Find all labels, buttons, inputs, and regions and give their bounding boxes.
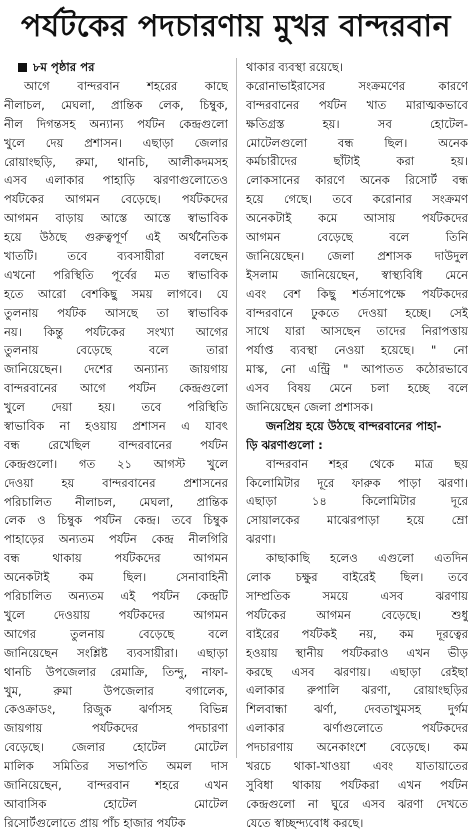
text-line: কেওক্রাডং, রিজুক ঝর্ণাসহ বিভিন্ন bbox=[4, 702, 228, 717]
left-column bbox=[4, 58, 228, 833]
text-line: তুলনায় পর্যটক আসছে তা স্বাভাবিক bbox=[4, 305, 228, 320]
text-line: বন্ধ থাকায় পর্যটকদের আগমন bbox=[4, 551, 228, 566]
text-line: পদচারণায় অনেকাংশে বেড়েছে। কম bbox=[246, 740, 468, 755]
text-line: লেক ও চিম্বুক পর্যটন কেন্দ্র। তবে চিম্বুক bbox=[4, 513, 228, 528]
text-line: কাছাকাছি হলেও এগুলো এতদিন bbox=[266, 551, 468, 566]
text-line: করোনাভাইরাসের সংক্রমণের কারণে bbox=[246, 78, 468, 93]
text-line: থানচি উপজেলার রেমাক্রি, তিন্দু, নাফা- bbox=[4, 664, 228, 679]
text-line: হওয়ায় স্থানীয় পর্যটকরাও এখন ভীড় bbox=[246, 645, 468, 660]
text-line: জানিয়েছেন সংশ্লিষ্ট ব্যবসায়ীরা। এছাড়া bbox=[4, 645, 228, 660]
text-line: অনেকটাই কম ছিল। সেনাবাহিনী bbox=[4, 570, 228, 585]
text-line: এলাকার রুপালি ঝরণা, রোয়াংছড়ির bbox=[246, 683, 468, 698]
text-line: লোকসানের কারণে অনেক রিসোর্ট বন্ধ bbox=[246, 173, 468, 188]
text-line: সোয়ালকের মাঝেরপাড়া হয়ে ম্রো bbox=[246, 513, 468, 528]
text-line: কেন্দ্রগুলো। গত ২১ আগস্ট খুলে bbox=[4, 456, 228, 471]
text-line: বান্দরবানের পর্যটন খাত মারাত্মকভাবে bbox=[246, 97, 468, 112]
text-line: এসব এলাকার পাহাড়ি ঝরণাগুলোতেও bbox=[4, 173, 228, 188]
text-line: জানিয়েছেন, বান্দরবান শহরে এখন bbox=[4, 777, 228, 792]
text-line: খরচে থাকা-খাওয়া এবং যাতায়াতের bbox=[246, 758, 468, 773]
text-line: মোটেলগুলো বন্ধ ছিল। অনেক bbox=[246, 135, 468, 150]
text-line: কিলোমিটার দূরে ফারুক পাড়া ঝরণা। bbox=[246, 475, 468, 490]
subheading-continued: ড়ি ঝরণাগুলো : bbox=[246, 437, 323, 452]
text-line: আগমন বাড়ায় আস্তে আস্তে স্বাভাবিক bbox=[4, 211, 228, 226]
right-column-body bbox=[246, 58, 468, 417]
text-line: সাথে যারা আসছেন তাদের নিরাপত্তায় bbox=[246, 324, 468, 339]
square-bullet-icon bbox=[18, 63, 27, 72]
text-line: থাকার ব্যবস্থা রয়েছে। bbox=[246, 60, 344, 74]
text-line: ইসলাম জানিয়েছেন, স্বাস্থ্যবিধি মেনে bbox=[246, 267, 468, 282]
text-line: এখনো পরিস্থিতি পূর্বের মত স্বাভাবিক bbox=[4, 267, 228, 282]
text-line: খাতটি। তবে ব্যবসায়ীরা বলছেন bbox=[4, 249, 228, 264]
text-line: সাম্প্রতিক সময়ে এসব ঝরণায় bbox=[246, 588, 468, 603]
subheading: জনপ্রিয় হয়ে উঠছে বান্দরবানের পাহা- bbox=[266, 418, 442, 433]
text-line: নয়। কিন্তু পর্যটকের সংখ্যা আগের bbox=[4, 324, 228, 339]
text-line: জানিয়েছেন। জেলা প্রশাসক দাউদুল bbox=[246, 248, 468, 263]
text-line: যেতে স্বাচ্ছন্দ্যবোধ করছে। bbox=[246, 815, 364, 830]
text-line: খুলে দেয়া হয়। তবে পরিস্থিতি bbox=[4, 400, 228, 415]
continuation-marker bbox=[4, 58, 228, 77]
text-line: মাস্ক, নো এন্ট্রি " আপাতত কঠোরভাবে bbox=[246, 362, 468, 377]
right-column-body-2 bbox=[246, 455, 468, 833]
text-line: করছে এসব ঝরণায়। এছাড়া রেইছা bbox=[246, 664, 468, 679]
text-line: হয়ে উঠছে গুরুত্বপূর্ণ এই অর্থনৈতিক bbox=[4, 230, 228, 245]
text-line: এসব বিষয় মেনে চলা হচ্ছে বলে bbox=[246, 381, 468, 396]
text-line: এছাড়া ১৪ কিলোমিটার দূরে bbox=[246, 494, 468, 509]
text-line: ঝরণা। bbox=[246, 532, 276, 547]
text-line: হতে আরো বেশকিছু সময় লাগবে। যে bbox=[4, 286, 228, 301]
column-divider bbox=[236, 58, 237, 758]
text-line: বেড়েছে। জেলার হোটেল মোটেল bbox=[4, 740, 228, 755]
text-line: আগের তুলনায় বেড়েছে বলে bbox=[4, 626, 228, 641]
text-line: হয়ে গেছে। তবে করোনার সংক্রমণ bbox=[246, 192, 468, 207]
headline: পর্যটকের পদচারণায় মুখর বান্দরবান bbox=[20, 8, 452, 44]
text-line: বান্দরবানের আগে পর্যটন কেন্দ্রগুলো bbox=[4, 381, 228, 396]
text-line: খুলে দেওয়ায় পর্যটকদের আগমন bbox=[4, 607, 228, 622]
text-line: কেন্দ্রগুলো না ঘুরে এসব ঝরণা দেখতে bbox=[246, 796, 468, 811]
text-line: জানিয়েছেন জেলা প্রশাসক। bbox=[246, 400, 374, 415]
text-line: রোয়াংছড়ি, রুমা, থানচি, আলীকদমসহ bbox=[4, 154, 228, 169]
text-line: মালিক সমিতির সভাপতি অমল দাস bbox=[4, 759, 228, 774]
text-line: পর্যটকের আগমন বেড়েছে। পর্যটকদের bbox=[4, 192, 228, 207]
text-line: আগমন বেড়েছে বলে তিনি bbox=[246, 230, 468, 245]
text-line: বান্দরবানে ঢুকতে দেওয়া হচ্ছে। সেই bbox=[246, 305, 468, 320]
text-line: বাইরের পর্যটকই নয়, কম দূরত্বের bbox=[246, 626, 468, 641]
text-line: শিলবান্ধা ঝর্ণা, দেবতাখুমসহ দুর্গম bbox=[246, 702, 468, 717]
text-line: নীলাচল, মেঘলা, প্রান্তিক লেক, চিম্বুক, bbox=[4, 97, 228, 112]
text-line: অনেকটাই কমে আসায় পর্যটকদের bbox=[246, 211, 468, 226]
text-line: আবাসিক হোটেল মোটেল bbox=[4, 796, 228, 811]
text-line: পরিচালিত নীলাচল, মেঘলা, প্রান্তিক bbox=[4, 494, 228, 509]
text-line: লোক চক্ষুর বাইরেই ছিল। তবে bbox=[246, 570, 468, 585]
continuation-text: ৮ম পৃষ্ঠার পর bbox=[33, 60, 95, 75]
text-line: এবং বেশ কিছু শর্তসাপেক্ষে পর্যটকদের bbox=[246, 286, 468, 301]
text-line: নীল দিগন্তসহ অন্যান্য পর্যটন কেন্দ্রগুলো bbox=[4, 116, 228, 131]
left-column-body bbox=[4, 77, 228, 833]
text-line: তুলনায় বেড়েছে বলে তারা bbox=[4, 343, 228, 358]
right-column bbox=[246, 58, 468, 833]
text-line: ক্ষতিগ্রস্ত হয়। সব হোটেল- bbox=[246, 116, 468, 131]
text-line: পরিচালিত অন্যতম এই পর্যটন কেন্দ্রটি bbox=[4, 589, 228, 604]
text-line: সুবিধা থাকায় পর্যটকরা এখন পর্যটন bbox=[246, 777, 468, 792]
text-line: পর্যাপ্ত ব্যবস্থা নেওয়া হয়েছে। " নো bbox=[246, 343, 468, 358]
text-line: পর্যটকের আগমন বেড়েছে। শুধু bbox=[246, 607, 468, 622]
text-line: বন্ধ রেখেছিল বান্দরবানের পর্যটন bbox=[4, 437, 228, 452]
text-line: রিসোর্টগুলোতে প্রায় পাঁচ হাজার পর্যটক bbox=[4, 815, 186, 830]
text-line: কর্মচারীদের ছাঁটাই করা হয়। bbox=[246, 154, 468, 169]
text-line: পাহাড়ের অন্যতম পর্যটন কেন্দ্র নীলগিরি bbox=[4, 532, 228, 547]
text-line: দেওয়া হয় বান্দরবানের প্রশাসনের bbox=[4, 475, 228, 490]
text-line: স্বাভাবিক না হওয়ায় প্রশাসন এ যাবৎ bbox=[4, 419, 228, 434]
text-line: খুলে দেয় প্রশাসন। এছাড়া জেলার bbox=[4, 135, 228, 150]
text-line: খুম, রুমা উপজেলার বগালেক, bbox=[4, 683, 228, 698]
text-line: জায়গায় পর্যটকদের পদচারণা bbox=[4, 721, 228, 736]
text-line: বান্দরবান শহর থেকে মাত্র ছয় bbox=[266, 456, 468, 471]
text-line: জানিয়েছেন। দেশের অন্যান্য জায়গায় bbox=[4, 362, 228, 377]
text-line: এলাকার ঝর্ণাগুলোতে পর্যটকদের bbox=[246, 721, 468, 736]
text-line: আগে বান্দরবান শহরের কাছে bbox=[24, 79, 228, 93]
